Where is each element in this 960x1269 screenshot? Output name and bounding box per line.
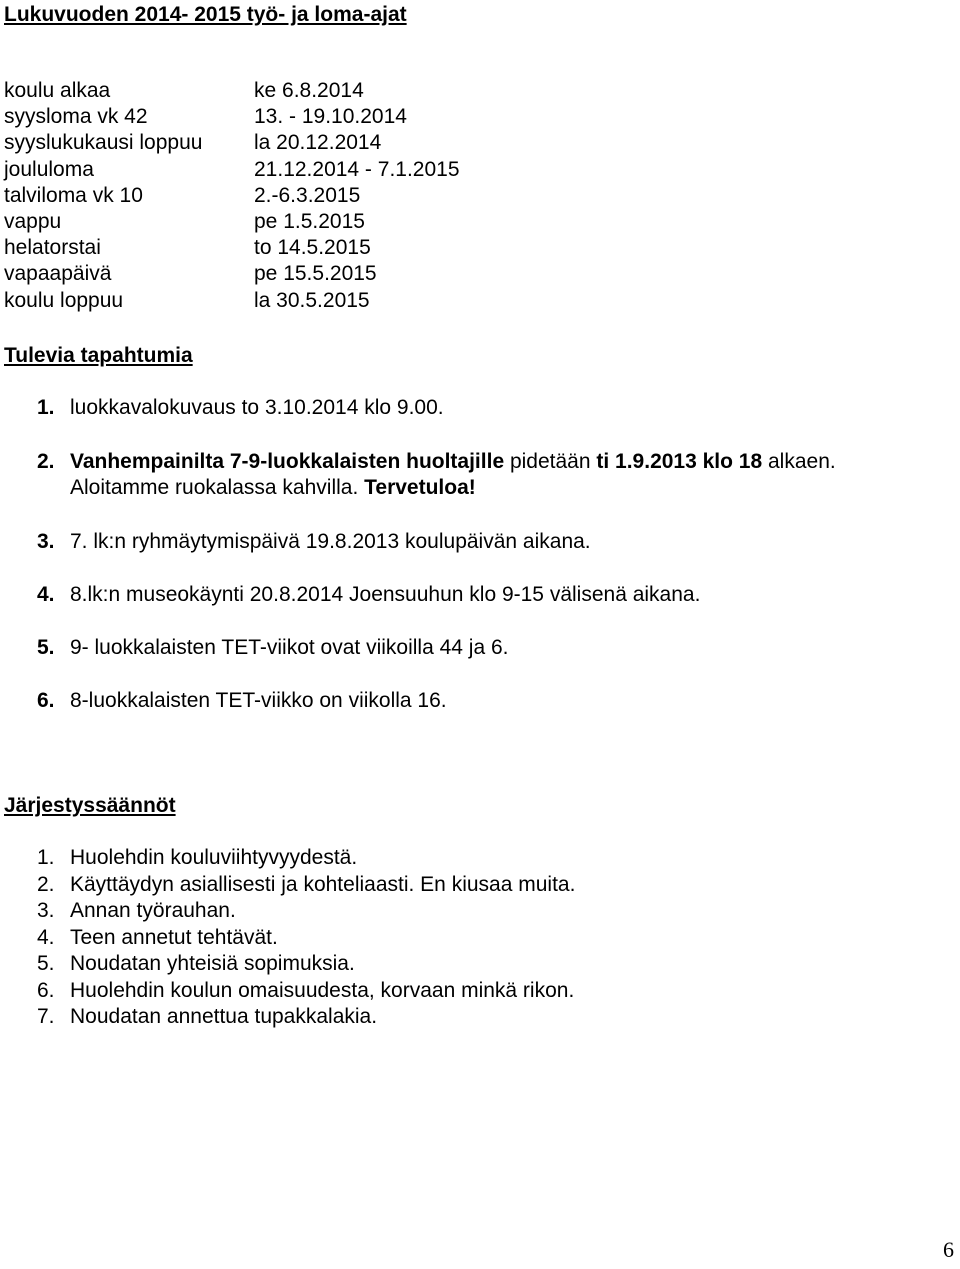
rule-text: Huolehdin kouluviihtyvyydestä. — [70, 846, 358, 869]
schedule-row — [4, 157, 604, 183]
event-text: luokkavalokuvaus to 3.10.2014 klo 9.00. — [70, 396, 444, 419]
rule-item — [37, 925, 575, 952]
event-bold-text: Tervetuloa! — [364, 476, 476, 499]
event-text: 9- luokkalaisten TET-viikot ovat viikoilla 44 ja 6. — [70, 636, 509, 659]
event-continuation — [70, 475, 476, 501]
schedule-row — [4, 288, 604, 314]
rule-item — [37, 978, 575, 1005]
schedule-date: ke 6.8.2014 — [254, 79, 364, 102]
schedule-name: koulu loppuu — [4, 288, 124, 312]
event-bold-text: Vanhempainilta 7-9-luokkalaisten huoltajille — [70, 450, 505, 473]
schedule-row — [4, 78, 604, 104]
schedule-row — [4, 130, 604, 156]
rule-number: 3. — [37, 899, 55, 922]
schedule-name: vappu — [4, 209, 62, 233]
schedule-date: pe 1.5.2015 — [254, 209, 365, 233]
schedule-name: syysloma vk 42 — [4, 105, 148, 129]
schedule-date: la 30.5.2015 — [254, 288, 370, 312]
rule-number: 4. — [37, 925, 55, 949]
rule-number: 6. — [37, 978, 55, 1002]
event-number: 3. — [37, 530, 55, 553]
event-item — [37, 395, 444, 421]
rules-heading: Järjestyssäännöt — [4, 794, 176, 817]
event-bold-text: ti 1.9.2013 klo 18 — [596, 450, 763, 473]
schedule-date: 21.12.2014 - 7.1.2015 — [254, 157, 460, 181]
rule-number: 7. — [37, 1005, 55, 1028]
rule-number: 1. — [37, 846, 55, 869]
event-number: 1. — [37, 396, 55, 419]
schedule-date: to 14.5.2015 — [254, 236, 371, 260]
rule-item — [37, 872, 575, 899]
schedule-date: la 20.12.2014 — [254, 131, 382, 155]
schedule-name: talviloma vk 10 — [4, 183, 143, 207]
event-item — [37, 582, 700, 608]
event-text: 8-luokkalaisten TET-viikko on viikolla 16. — [70, 689, 447, 712]
event-text: 8.lk:n museokäynti 20.8.2014 Joensuuhun klo 9-15 välisenä aikana. — [70, 583, 701, 606]
schedule-row — [4, 104, 604, 130]
rule-number: 2. — [37, 872, 55, 896]
rule-number: 5. — [37, 952, 55, 975]
event-item — [37, 449, 836, 499]
page-title: Lukuvuoden 2014- 2015 työ- ja loma-ajat — [4, 3, 407, 26]
event-text: pidetään — [504, 450, 597, 473]
rule-item — [37, 951, 575, 978]
schedule-date: pe 15.5.2015 — [254, 262, 377, 286]
schedule-name: helatorstai — [4, 236, 101, 260]
schedule-row — [4, 235, 604, 261]
schedule-name: joululoma — [4, 157, 94, 181]
event-text: Aloitamme ruokalassa kahvilla. — [70, 476, 365, 499]
rule-text: Noudatan annettua tupakkalakia. — [70, 1005, 378, 1028]
event-number: 4. — [37, 583, 55, 606]
event-item — [37, 635, 508, 661]
event-number: 5. — [37, 636, 55, 659]
rule-text: Noudatan yhteisiä sopimuksia. — [70, 952, 355, 975]
page-number: 6 — [943, 1237, 954, 1262]
schedule-name: koulu alkaa — [4, 79, 111, 102]
event-text: 7. lk:n ryhmäytymispäivä 19.8.2013 koulupäivän aikana. — [70, 530, 591, 553]
schedule-date: 2.-6.3.2015 — [254, 183, 361, 207]
schedule-row — [4, 209, 604, 235]
rule-text: Huolehdin koulun omaisuudesta, korvaan minkä rikon. — [70, 978, 575, 1002]
schedule-row — [4, 183, 604, 209]
rule-text: Annan työrauhan. — [70, 899, 236, 922]
event-number: 2. — [37, 450, 55, 473]
events-heading: Tulevia tapahtumia — [4, 344, 193, 367]
rule-text: Käyttäydyn asiallisesti ja kohteliaasti. En kiusaa muita. — [70, 872, 576, 896]
schedule-name: vapaapäivä — [4, 262, 112, 286]
event-text: alkaen. — [762, 450, 836, 473]
rule-item — [37, 898, 575, 925]
schedule-name: syyslukukausi loppuu — [4, 131, 203, 155]
schedule-date: 13. - 19.10.2014 — [254, 105, 407, 129]
event-item — [37, 688, 447, 714]
event-number: 6. — [37, 689, 55, 712]
event-item — [37, 529, 591, 555]
schedule-row — [4, 261, 604, 287]
schedule-list — [4, 78, 604, 314]
rule-text: Teen annetut tehtävät. — [70, 925, 278, 949]
rules-list — [37, 845, 575, 1031]
rule-item — [37, 1004, 575, 1031]
rule-item — [37, 845, 575, 872]
